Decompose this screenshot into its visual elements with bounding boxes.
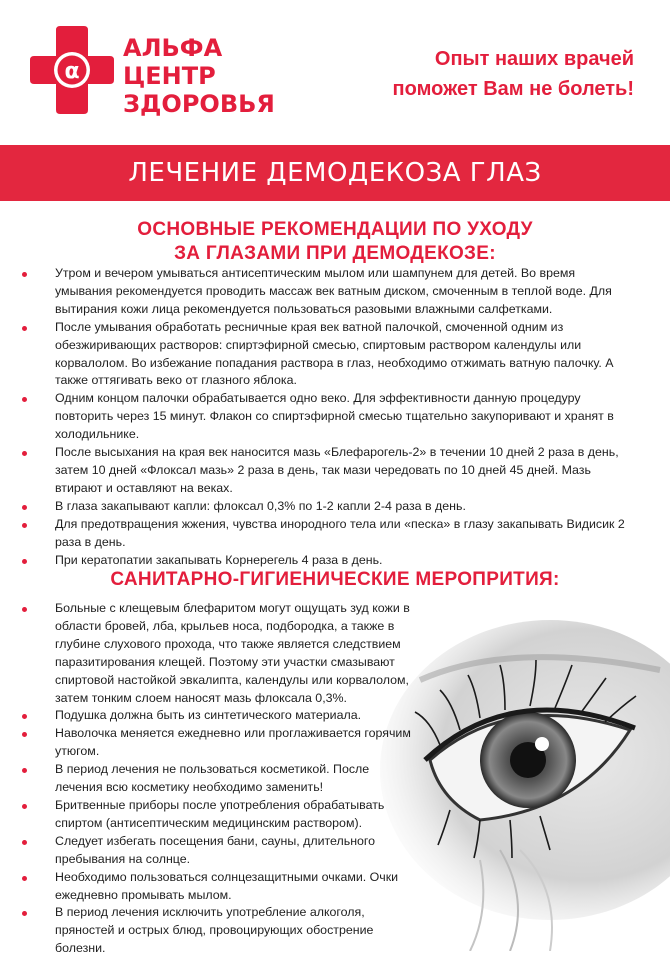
section2-list bbox=[22, 600, 414, 958]
list-item-text: Необходимо пользоваться солнцезащитными очками. Очки ежедневно промывать мылом. bbox=[55, 869, 399, 902]
list-item bbox=[22, 725, 414, 761]
bullet-icon bbox=[22, 768, 27, 773]
logo-text bbox=[123, 34, 275, 118]
list-item bbox=[22, 552, 634, 570]
bullet-icon bbox=[22, 607, 27, 612]
header bbox=[0, 0, 670, 145]
page-title: ЛЕЧЕНИЕ ДЕМОДЕКОЗА ГЛАЗ bbox=[128, 158, 542, 188]
list-item bbox=[22, 516, 634, 552]
logo-symbol: α bbox=[64, 59, 80, 84]
bullet-icon bbox=[22, 804, 27, 809]
section1-title-line: ЗА ГЛАЗАМИ ПРИ ДЕМОДЕКОЗЕ: bbox=[174, 243, 496, 264]
bullet-icon bbox=[22, 451, 27, 456]
list-item-text: Одним концом палочки обрабатывается одно веко. Для эффективности данную процедуру повторить через 15 минут. Флакон со спиртэфирной смесью тщательно закупоривают и хранят в холодильнике. bbox=[55, 391, 614, 442]
slogan-line: Опыт наших врачей bbox=[434, 48, 634, 70]
logo-line: ЗДОРОВЬЯ bbox=[123, 90, 275, 118]
list-item-text: Утром и вечером умываться антисептическим мылом или шампунем для детей. Во время умывания рекомендуется проводить массаж век ватным диском, смоченным в теплой воде. Для вытирания кожи лица рекомендуется пользоваться разовыми влажными салфетками. bbox=[55, 266, 612, 316]
bullet-icon bbox=[22, 911, 27, 916]
list-item bbox=[22, 390, 634, 444]
list-item-text: Бритвенные приборы после употребления обрабатывать спиртом (антисептическим медицинским раствором). bbox=[55, 797, 385, 830]
bullet-icon bbox=[22, 876, 27, 881]
list-item bbox=[22, 319, 634, 391]
bullet-icon bbox=[22, 505, 27, 510]
list-item-text: Для предотвращения жжения, чувства инородного тела или «песка» в глазу закапывать Видисик 2 раза в день. bbox=[55, 516, 625, 549]
list-item-text: После умывания обработать ресничные края век ватной палочкой, смоченной одним из обезжиривающих растворов: спиртэфирной смесью, спиртовым раствором календулы или корвалолом. Во избежание попадания раствора в глаз, необходимо отжимать ватную палочку. А также оттягивать веко от глазного яблока. bbox=[55, 319, 614, 388]
section2-title: САНИТАРНО-ГИГИЕНИЧЕСКИЕ МЕРОПРИТИЯ: bbox=[110, 569, 560, 590]
section1-list bbox=[22, 265, 634, 569]
list-item-text: В период лечения исключить употребление алкоголя, пряностей и острых блюд, провоцирующих обострение болезни. bbox=[55, 905, 374, 956]
slogan bbox=[344, 44, 634, 104]
list-item bbox=[22, 761, 414, 797]
list-item-text: После высыхания на края век наносится мазь «Блефарогель-2» в течении 10 дней 2 раза в день, затем 10 дней «Флоксал мазь» 2 раза в день, так мази чередовать по 10 дней 45 дней. Мазь втирают и оставляют на веках. bbox=[55, 445, 619, 495]
bullet-icon bbox=[22, 732, 27, 737]
bullet-icon bbox=[22, 714, 27, 719]
list-item bbox=[22, 498, 634, 516]
bullet-icon bbox=[22, 840, 27, 845]
section1-title bbox=[0, 218, 670, 266]
list-item bbox=[22, 833, 414, 869]
section1-title-line: ОСНОВНЫЕ РЕКОМЕНДАЦИИ ПО УХОДУ bbox=[137, 219, 533, 240]
list-item bbox=[22, 869, 414, 905]
list-item bbox=[22, 600, 414, 707]
list-item-text: При кератопатии закапывать Корнерегель 4 раза в день. bbox=[55, 552, 383, 567]
bullet-icon bbox=[22, 559, 27, 564]
list-item bbox=[22, 904, 414, 958]
logo-line: АЛЬФА bbox=[123, 34, 223, 62]
title-banner bbox=[0, 145, 670, 201]
logo-line: ЦЕНТР bbox=[123, 62, 216, 90]
list-item bbox=[22, 797, 414, 833]
bullet-icon bbox=[22, 523, 27, 528]
list-item bbox=[22, 707, 414, 725]
list-item-text: В глаза закапывают капли: флоксал 0,3% по 1-2 капли 2-4 раза в день. bbox=[55, 498, 466, 513]
list-item-text: Больные с клещевым блефаритом могут ощущать зуд кожи в области бровей, лба, крыльев носа, подбородка, а также в глубине слухового прохода, что также является следствием паразитирования клещей. Поэтому эти участки смазывают спиртовой настойкой эвкалипта, календулы или корвалолом, затем тонким слоем наносят мазь флоксала 0,3%. bbox=[55, 601, 410, 705]
list-item bbox=[22, 265, 634, 319]
bullet-icon bbox=[22, 272, 27, 277]
list-item-text: Наволочка меняется ежедневно или проглаживается горячим утюгом. bbox=[55, 726, 411, 759]
list-item bbox=[22, 444, 634, 498]
list-item-text: Подушка должна быть из синтетического материала. bbox=[55, 708, 362, 723]
bullet-icon bbox=[22, 326, 27, 331]
list-item-text: Следует избегать посещения бани, сауны, длительного пребывания на солнце. bbox=[55, 833, 376, 866]
slogan-line: поможет Вам не болеть! bbox=[392, 78, 634, 100]
logo-cross-icon bbox=[30, 22, 114, 118]
list-item-text: В период лечения не пользоваться косметикой. После лечения всю косметику необходимо заменить! bbox=[55, 762, 370, 795]
bullet-icon bbox=[22, 397, 27, 402]
